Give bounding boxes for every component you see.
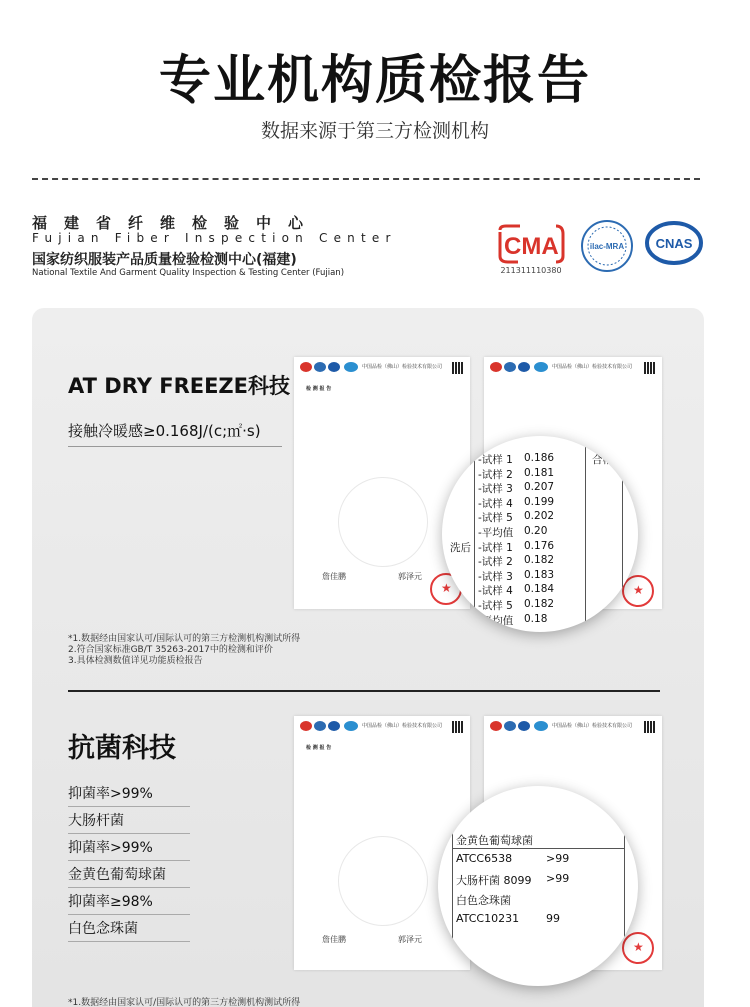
table-row xyxy=(442,569,638,583)
section1-notes xyxy=(68,634,300,667)
qr-code-icon xyxy=(644,721,656,733)
report-heading: 检 测 报 告 xyxy=(306,386,332,392)
report-org: 中国品检（佛山）检验技术有限公司 xyxy=(552,364,633,370)
magnifier-cold-feel xyxy=(442,436,638,632)
national-center-cn: 国家纺织服装产品质量检验检测中心(福建) xyxy=(32,252,297,268)
cnas-logo xyxy=(645,221,703,265)
row-label: -试样 1 xyxy=(478,541,513,554)
row-label: -试样 2 xyxy=(478,468,513,481)
cma-logo xyxy=(496,224,566,264)
section2-title: 抗菌科技 xyxy=(68,733,176,764)
center-name-cn: 福建省纤维检验中心 xyxy=(32,214,321,232)
mini-cma-icon xyxy=(300,721,312,731)
row-value: 0.186 xyxy=(524,452,555,464)
table-row xyxy=(438,832,638,850)
magnifier-antibacterial xyxy=(438,786,638,986)
table-row xyxy=(442,554,638,568)
page-title: 专业机构质检报告 xyxy=(158,51,591,111)
ilac-mra-logo xyxy=(580,219,634,273)
feature-item: 抑菌率>99% xyxy=(68,834,190,861)
mini-ilac-icon xyxy=(314,362,326,372)
cma-logo-text: CMA xyxy=(504,233,559,260)
table-row xyxy=(442,583,638,597)
mini-cnas-icon xyxy=(328,721,340,731)
cma-number: 211311110380 xyxy=(500,266,562,275)
signature-left: 詹佳鹏 xyxy=(322,572,346,581)
mini-cnas-icon xyxy=(518,362,530,372)
report-org: 中国品检（佛山）检验技术有限公司 xyxy=(362,364,443,370)
report-header xyxy=(300,721,464,733)
dashed-divider xyxy=(32,178,700,180)
row-value: 0.202 xyxy=(524,510,555,523)
row-label: -试样 3 xyxy=(478,483,513,496)
row-value: 0.20 xyxy=(524,525,548,537)
ilac-logo-text: ilac-MRA xyxy=(589,242,625,251)
uts-icon xyxy=(534,362,548,372)
report-header xyxy=(300,362,464,374)
table-row xyxy=(442,467,638,481)
table-row xyxy=(442,540,638,554)
row-label: ATCC10231 xyxy=(456,912,520,925)
section2-list xyxy=(68,780,190,942)
section1-spec: 接触冷暖感≥0.168J/(c;㎡·s) xyxy=(68,422,261,440)
table-row xyxy=(442,525,638,539)
report-org: 中国品检（佛山）检验技术有限公司 xyxy=(552,723,633,729)
row-value: 0.183 xyxy=(524,568,555,581)
row-value: >99 xyxy=(546,872,570,885)
watermark-icon xyxy=(338,477,428,567)
mini-cnas-icon xyxy=(328,362,340,372)
row-value: 0.176 xyxy=(524,539,555,552)
qr-code-icon xyxy=(452,721,464,733)
row-label: -试样 2 xyxy=(478,556,513,569)
mini-cma-icon xyxy=(490,362,502,372)
report-header xyxy=(490,362,656,374)
uts-icon xyxy=(534,721,548,731)
feature-item: 白色念珠菌 xyxy=(68,915,190,942)
row-value: >99 xyxy=(546,852,570,865)
table-row xyxy=(438,872,638,890)
table-row xyxy=(442,481,638,495)
row-value: 0.207 xyxy=(524,481,555,494)
report-heading: 检 测 报 告 xyxy=(306,745,332,751)
row-label: 大肠杆菌 8099 xyxy=(456,874,532,887)
row-value: 0.18 xyxy=(524,612,548,625)
table-row xyxy=(438,912,638,930)
qr-code-icon xyxy=(644,362,656,374)
center-name-en: Fujian Fiber Inspection Center xyxy=(32,231,397,245)
note-line: 3.具体检测数值详见功能质检报告 xyxy=(68,656,203,666)
row-value: 0.181 xyxy=(524,466,555,479)
row-label: 金黄色葡萄球菌 xyxy=(456,834,533,847)
feature-item: 抑菌率>99% xyxy=(68,780,190,807)
note-line: *1.数据经由国家认可/国际认可的第三方检测机构测试所得 xyxy=(68,634,301,644)
section2-notes xyxy=(68,998,300,1007)
table-row xyxy=(442,598,638,612)
row-value: 0.182 xyxy=(524,554,555,567)
mini-cma-icon xyxy=(490,721,502,731)
note-line: 2.符合国家标准GB/T 35263-2017中的检测和评价 xyxy=(68,645,273,655)
section-divider xyxy=(68,690,660,692)
signature-left: 詹佳鹏 xyxy=(322,935,346,944)
mini-cma-icon xyxy=(300,362,312,372)
note-line: *1.数据经由国家认可/国际认可的第三方检测机构测试所得 xyxy=(68,998,301,1007)
section1-title: AT DRY FREEZE科技 xyxy=(68,374,291,398)
row-label: -试样 5 xyxy=(478,512,513,525)
row-prefix: 洗后 xyxy=(450,541,471,554)
mini-cnas-icon xyxy=(518,721,530,731)
row-label: ATCC6538 xyxy=(456,852,513,865)
row-value: 0.199 xyxy=(524,495,555,508)
feature-item: 抑菌率≥98% xyxy=(68,888,190,915)
mini-ilac-icon xyxy=(504,362,516,372)
cnas-logo-text: CNAS xyxy=(655,236,693,251)
feature-item: 金黄色葡萄球菌 xyxy=(68,861,190,888)
row-label: -试样 5 xyxy=(478,600,513,612)
row-label: -试样 3 xyxy=(478,570,513,583)
row-label: -试样 1 xyxy=(478,454,513,466)
table-row xyxy=(438,852,638,870)
row-value: 0.184 xyxy=(524,583,555,596)
feature-item: 大肠杆菌 xyxy=(68,807,190,834)
signature-right: 郭泽元 xyxy=(398,935,422,944)
mini-ilac-icon xyxy=(504,721,516,731)
report-org: 中国品检（佛山）检验技术有限公司 xyxy=(362,723,443,729)
mini-ilac-icon xyxy=(314,721,326,731)
table-row xyxy=(442,452,638,466)
table-row xyxy=(442,510,638,524)
page-subtitle: 数据来源于第三方检测机构 xyxy=(260,120,489,142)
uts-icon xyxy=(344,721,358,731)
qr-code-icon xyxy=(452,362,464,374)
row-label: 白色念珠菌 xyxy=(456,894,511,907)
signature-right: 郭泽元 xyxy=(398,572,422,581)
table-row xyxy=(442,496,638,510)
row-label: -试样 4 xyxy=(478,497,513,510)
national-center-en: National Textile And Garment Quality Inspection & Testing Center (Fujian) xyxy=(32,268,345,278)
row-value: 99 xyxy=(546,912,560,925)
section1-underline xyxy=(68,446,282,447)
table-row xyxy=(438,892,638,910)
uts-icon xyxy=(344,362,358,372)
row-label: -平均值 xyxy=(478,527,514,539)
report-header xyxy=(490,721,656,733)
watermark-icon xyxy=(338,836,428,926)
verdict-label: 合格 xyxy=(592,454,613,466)
row-label: -试样 4 xyxy=(478,585,513,598)
row-label: -平均值 xyxy=(478,614,514,627)
row-value: 0.182 xyxy=(524,598,555,610)
table-row xyxy=(442,613,638,627)
